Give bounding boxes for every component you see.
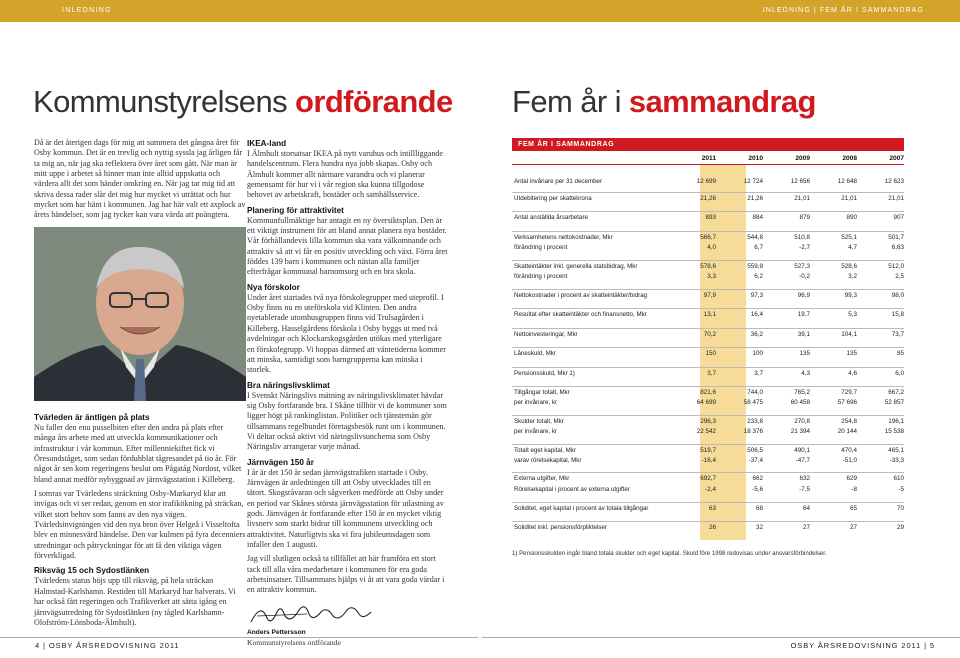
table-cell: 6,63 <box>891 244 904 251</box>
table-cell: 6,2 <box>754 273 763 280</box>
table-cell: -37,4 <box>748 457 763 464</box>
table-row-label: förändring i procent <box>514 273 568 280</box>
table-cell: 3,3 <box>707 273 716 280</box>
table-cell: 667,2 <box>888 389 904 396</box>
table-cell: 65 <box>849 505 857 512</box>
section-paragraph: I Älmhult storsatsar IKEA på nytt varuhus och intillliggande handelscentrum. Flera hundra nya jobb skapas. Osby och Älmhult kommer allt närmare varandra och vi planerar gemensamt för hur vi i vår region ska kunna tillgodose behovet av arbetskraft, bostäder och samhällsservice. <box>247 149 444 200</box>
table-cell: 4,0 <box>707 244 716 251</box>
table-row-label: varav rörelsekapital, Mkr <box>514 457 582 464</box>
table-cell: 16,4 <box>750 311 763 318</box>
table-cell: -0,2 <box>799 273 810 280</box>
table-cell: 528,6 <box>841 263 857 270</box>
table-cell: 21 394 <box>790 428 810 435</box>
table-cell: 21,26 <box>700 195 716 202</box>
table-cell: -7,5 <box>799 486 810 493</box>
table-cell: 233,8 <box>747 418 763 425</box>
table-row-label: Soliditet inkl. pensionsförpliktelser <box>514 524 607 531</box>
table-row-label: Antal anställda årsarbetare <box>514 214 588 221</box>
section-heading: Planering för attraktivitet <box>247 205 344 215</box>
footer-rule-right <box>482 637 960 638</box>
table-row-label: Antal invånare per 31 december <box>514 178 603 185</box>
table-row-label: Resultat efter skatteintäkter och finansnetto, Mkr <box>514 311 647 318</box>
table-cell: -5 <box>898 486 904 493</box>
table-footnote: 1) Pensionsskulden ingår bland totala skulder och eget kapital. Skuld före 1998 redovisas under ansvarsförbindelser. <box>512 550 827 557</box>
intro-paragraph: Då är det återigen dags för mig att summera det gångna året för Osby kommun. Det är en trevlig och nyttig syssla jag årligen får ta mig an, när jag ska reflektera över året som gått. När man är mitt uppe i arbetet så hinner man inte alltid uppskatta och värdera allt det som händer omkring en. När jag tar mig tid att skriva dessa rader slår det mig hur mycket vi uträttat och hur mycket som har hänt i kommunen. Jag har här valt ett axplock av årets händelser, som jag tycker kan vara värda att poängtera. <box>34 138 246 220</box>
table-cell: -2,4 <box>705 486 716 493</box>
table-row-label: Utdebitering per skattekrona <box>514 195 592 202</box>
table-cell: 544,8 <box>747 234 763 241</box>
year-header: 2011 <box>701 155 716 162</box>
table-group-rule <box>512 347 904 348</box>
table-cell: 3,2 <box>848 273 857 280</box>
table-cell: 821,6 <box>700 389 716 396</box>
table-cell: 150 <box>705 350 716 357</box>
right-title-bold: sammandrag <box>628 84 816 119</box>
table-cell: 68 <box>755 505 763 512</box>
table-cell: 4,6 <box>848 370 857 377</box>
table-cell: 527,3 <box>794 263 810 270</box>
section-paragraph: I Svenskt Näringslivs mätning av näringslivsklimatet hävdar sig Osby fortfarande bra. I Skåne tillhör vi de kommuner som ligger högt på rankinglistan. Politiker och tjänstemän gör tillsammans regelbundet företagsbesök runt om i kommunen. Vi deltar också aktivt vid näringslivsuncherna som Osby Näringsliv arrangerar varje månad. <box>247 390 447 452</box>
table-row-label: per invånare, kr <box>514 399 557 406</box>
table-cell: 506,5 <box>747 447 763 454</box>
signature-name: Anders Pettersson <box>247 628 306 636</box>
table-cell: 270,8 <box>794 418 810 425</box>
header-left-label: INLEDNING <box>62 7 112 14</box>
table-cell: 60 458 <box>790 399 810 406</box>
table-row-label: Skulder totalt, Mkr <box>514 418 564 425</box>
table-cell: 890 <box>846 214 857 221</box>
year-header: 2007 <box>889 155 904 162</box>
table-cell: 21,01 <box>888 195 904 202</box>
table-row-label: Nettoinvesteringar, Mkr <box>514 331 578 338</box>
section-paragraph: Jag vill slutligen också ta tillfället att här framföra ett stort tack till alla våra medarbetare i kommunen för era goda arbetsinsatser. Tillsammans hjälps vi åt att vara goda värdar i en attraktiv kommun. <box>247 554 445 595</box>
section-heading: Järnvägen 150 år <box>247 457 314 467</box>
table-cell: 2,5 <box>895 273 904 280</box>
left-title-light: Kommunstyrelsens <box>33 84 296 119</box>
table-group-rule <box>512 367 904 368</box>
table-cell: 12 648 <box>837 178 857 185</box>
table-cell: 32 <box>755 524 763 531</box>
table-row-label: Tillgångar totalt, Mkr <box>514 389 570 396</box>
table-cell: 21,01 <box>794 195 810 202</box>
table-cell: 18 376 <box>743 428 763 435</box>
section-paragraph: Under året startades två nya förskolegrupper med uteprofil. I Osby finns nu en uteförskola vid Klinten. Den andra nyetablerade utomhusgruppen finns vid Trulsagården i Killeberg. Hasselgårdens förskola i Osby byggs ut med två avdelningar och Klockarskogsgården utökas med ytterligare en förskolegrupp. Vi hoppas därmed att väntetiderna kommer att minska, samtidigt som barngrupperna kan minska i storlek. <box>247 292 446 375</box>
column-1-sections <box>34 408 246 632</box>
table-cell: 97,3 <box>750 292 763 299</box>
table-cell: 512,0 <box>888 263 904 270</box>
table-cell: 296,3 <box>700 418 716 425</box>
table-cell: -51,0 <box>842 457 857 464</box>
table-cell: 104,1 <box>841 331 857 338</box>
left-page-title <box>33 84 453 120</box>
table-cell: 20 144 <box>837 428 857 435</box>
header-bar <box>0 0 960 22</box>
year-header: 2009 <box>795 155 810 162</box>
section-paragraph: Tvärledens status höjs upp till riksväg, på hela sträckan Halmstad-Karlshamn. Restiden till Markaryd har halverats. Vi har också fått regeringen och Trafikverket att sätta igång en järnvägsutredning för Sydostlänken (ny tågled Karlshamn-Olofström-Lönsboda-Älmhult). <box>34 576 236 627</box>
table-cell: 6,0 <box>895 370 904 377</box>
table-row-label: Låneskuld, Mkr <box>514 350 556 357</box>
intro-text <box>34 138 246 225</box>
table-cell: 470,4 <box>841 447 857 454</box>
table-cell: 662 <box>752 475 763 482</box>
table-header-rule <box>512 164 904 165</box>
table-cell: 15 538 <box>884 428 904 435</box>
table-cell: 4,7 <box>848 244 857 251</box>
table-group-rule <box>512 211 904 212</box>
table-cell: 765,2 <box>794 389 810 396</box>
table-cell: 632 <box>799 475 810 482</box>
year-header: 2010 <box>748 155 763 162</box>
section-paragraph: I år är det 150 år sedan järnvägstrafiken startade i Osby. Järnvägen är anledningen till att Osby utvecklades till en tätort. Skogsråvaran och sågverken medförde att Osby under en period var Skånes största järnvägsstation för utlastning av gods. Järnvägen är fortfarande efter 150 år en mycket viktig livsnerv som starkt bidrar till kommunens utveckling och attraktivitet. Naturligtvis ska vi fira jubileumsdagen som infaller den 1 augusti. <box>247 467 444 549</box>
portrait-photo <box>34 227 246 401</box>
table-heading: FEM ÅR I SAMMANDRAG <box>512 138 904 151</box>
table-cell: -47,7 <box>795 457 810 464</box>
table-cell: 57 696 <box>837 399 857 406</box>
table-cell: 12 699 <box>696 178 716 185</box>
table-cell: -2,7 <box>799 244 810 251</box>
table-cell: 893 <box>705 214 716 221</box>
table-cell: 6,7 <box>754 244 763 251</box>
section-heading: Bra näringslivsklimat <box>247 380 330 390</box>
table-cell: 13,1 <box>703 311 716 318</box>
section-heading: Riksväg 15 och Sydostlänken <box>34 566 150 576</box>
table-cell: 39,1 <box>797 331 810 338</box>
footer-left: 4 | OSBY ÅRSREDOVISNING 2011 <box>35 641 180 650</box>
right-title-light: Fem år i <box>512 84 629 119</box>
table-cell: 29 <box>896 524 904 531</box>
table-cell: 58 475 <box>743 399 763 406</box>
table-cell: 70,2 <box>703 331 716 338</box>
table-cell: 501,7 <box>888 234 904 241</box>
table-group-rule <box>512 444 904 445</box>
table-cell: 12 623 <box>884 178 904 185</box>
table-cell: 907 <box>893 214 904 221</box>
table-cell: 15,8 <box>891 311 904 318</box>
table-row-label: Pensionsskuld, Mkr 1) <box>514 370 575 377</box>
table-cell: 3,7 <box>754 370 763 377</box>
table-cell: -16,4 <box>701 457 716 464</box>
table-cell: 525,1 <box>841 234 857 241</box>
table-group-rule <box>512 308 904 309</box>
table-group-rule <box>512 231 904 232</box>
table-cell: 22 542 <box>696 428 716 435</box>
table-cell: 96,9 <box>797 292 810 299</box>
table-row-label: Externa utgifter, Mkr <box>514 475 570 482</box>
table-cell: 99,3 <box>844 292 857 299</box>
section-heading: IKEA-land <box>247 139 287 148</box>
table-cell: 100 <box>752 350 763 357</box>
table-cell: 64 <box>802 505 810 512</box>
table-cell: 27 <box>802 524 810 531</box>
table-cell: 70 <box>896 505 904 512</box>
table-cell: 135 <box>799 350 810 357</box>
table-row-label: Soliditet, eget kapital i procent av totala tillgångar <box>514 505 649 512</box>
table-cell: 629 <box>846 475 857 482</box>
table-cell: 4,3 <box>801 370 810 377</box>
table-row-label: förändring i procent <box>514 244 568 251</box>
table-cell: 5,3 <box>848 311 857 318</box>
table-cell: 85 <box>896 350 904 357</box>
table-cell: 578,6 <box>700 263 716 270</box>
table-cell: 97,9 <box>703 292 716 299</box>
table-cell: -33,3 <box>889 457 904 464</box>
table-cell: 27 <box>849 524 857 531</box>
table-cell: 879 <box>799 214 810 221</box>
table-cell: 559,9 <box>747 263 763 270</box>
table-cell: 3,7 <box>707 370 716 377</box>
section-paragraph: Nu faller den enu pusselbiten efter den andra på plats efter många års arbete med att utveckla kommunikationer och infrastruktur i vår kommun. Efter millenniekiftet fick vi Öresundståget, som sedan förduhblat tågresandet på tio år. För något år sen kom regeringens beslut om Pågatåg Nordost, vilket bland annat medför nybyggnad av järnvägsstation i Killeberg. <box>34 423 242 484</box>
table-row-label: Nettokostnader i procent av skatteintäkter/bidrag <box>514 292 648 299</box>
table-cell: 196,1 <box>888 418 904 425</box>
column-2-sections <box>247 138 448 648</box>
table-cell: 744,0 <box>747 389 763 396</box>
table-cell: 729,7 <box>841 389 857 396</box>
table-cell: 12 724 <box>743 178 763 185</box>
year-header: 2008 <box>842 155 857 162</box>
table-cell: 98,0 <box>891 292 904 299</box>
section-paragraph: Kommunfullmäktige har antagit en ny översiktsplan. Den är ett viktigt instrument för att bland annat planera nya bostäder. Vår förhållandevis lilla kommun ska vara välkomnande och attraktiv så att vi får en positiv utveckling och växt. Förra året föddes 139 barn i kommunen och nästan alla familjer efterfrågar kommunal barnomsorg och en bra skola. <box>247 215 448 277</box>
right-page-title <box>512 84 816 120</box>
table-group-rule <box>512 521 904 522</box>
left-title-bold: ordförande <box>295 84 453 119</box>
section-heading: Tvärleden är äntligen på plats <box>34 413 150 422</box>
table-group-rule <box>512 328 904 329</box>
table-cell: 566,7 <box>700 234 716 241</box>
table-cell: 135 <box>846 350 857 357</box>
table-group-rule <box>512 289 904 290</box>
table-row-label: Verksamhetens nettokostnader, Mkr <box>514 234 613 241</box>
table-group-rule <box>512 386 904 387</box>
section-heading: Nya förskolor <box>247 282 300 292</box>
table-group-rule <box>512 472 904 473</box>
table-row-label: per invånare, kr <box>514 428 557 435</box>
table-group-rule <box>512 260 904 261</box>
section-paragraph: I somras var Tvärledens sträckning Osby-Markaryd klar att invigas och vi ser redan, genom en stor trafikökning på sträckan, vilket stort behov som fanns av den nya vägen. Tvärledsinvigningen vid den nya bron över Helgeå i Visseltofta blev en minnesvärd händelse. Den var kulmen på fyra decenniers utredningar och påtryckningar för att få den viktiga vägen förverkligad. <box>34 489 246 561</box>
table-cell: 692,7 <box>700 475 716 482</box>
table-cell: 519,7 <box>700 447 716 454</box>
table-row-label: Skatteintäkter inkl. generella statsbidrag, Mkr <box>514 263 638 270</box>
table-cell: 884 <box>752 214 763 221</box>
table-group-rule <box>512 415 904 416</box>
table-cell: 19,7 <box>797 311 810 318</box>
table-group-rule <box>512 502 904 503</box>
signature-role: Kommunstyrelsens ordförande <box>247 638 341 648</box>
table-cell: 21,01 <box>841 195 857 202</box>
table-cell: 73,7 <box>891 331 904 338</box>
footer-rule-left <box>0 637 478 638</box>
table-cell: -5,6 <box>752 486 763 493</box>
table-cell: 510,8 <box>794 234 810 241</box>
table-cell: -8 <box>851 486 857 493</box>
table-row-label: Rörelsekapital i procent av externa utgifter <box>514 486 630 493</box>
table-cell: 465,1 <box>888 447 904 454</box>
table-cell: 64 699 <box>696 399 716 406</box>
table-cell: 490,1 <box>794 447 810 454</box>
table-cell: 610 <box>893 475 904 482</box>
footer-right: OSBY ÅRSREDOVISNING 2011 | 5 <box>790 641 935 650</box>
table-cell: 21,26 <box>747 195 763 202</box>
table-cell: 36,2 <box>750 331 763 338</box>
header-right-label: INLEDNING | FEM ÅR I SAMMANDRAG <box>762 7 924 14</box>
signature-image <box>247 600 448 628</box>
table-cell: 254,8 <box>841 418 857 425</box>
table-row-label: Totalt eget kapital, Mkr <box>514 447 576 454</box>
table-cell: 63 <box>708 505 716 512</box>
table-cell: 26 <box>708 524 716 531</box>
table-cell: 52 857 <box>884 399 904 406</box>
table-group-rule <box>512 192 904 193</box>
table-cell: 12 656 <box>790 178 810 185</box>
